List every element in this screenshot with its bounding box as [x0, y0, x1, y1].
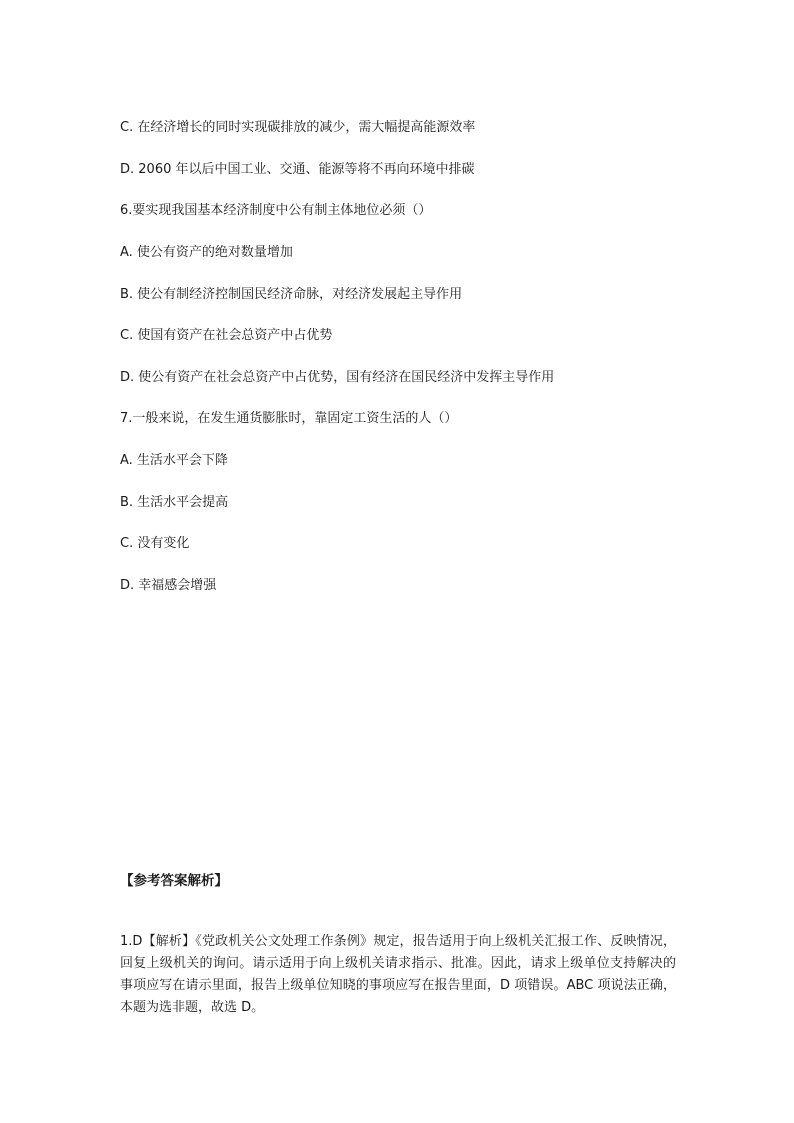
question-7-option-c: C. 没有变化: [120, 536, 190, 551]
question-7-stem: 7.一般来说，在发生通货膨胀时，靠固定工资生活的人（）: [120, 411, 458, 426]
question-6-option-a: A. 使公有资产的绝对数量增加: [120, 245, 293, 260]
answer-explanation-1: 1.D【解析】《党政机关公文处理工作条例》规定，报告适用于向上级机关汇报工作、反映情况，回复上级机关的询问。请示适用于向上级机关请求指示、批准。因此，请求上级单位支持解决的事项应写在请示里面，报告上级单位知晓的事项应写在报告里面，D 项错误。ABC 项说法正确，本题为选非题，故选 D。: [120, 934, 676, 1015]
answer-section-heading: 【参考答案解析】: [120, 873, 228, 889]
question-5-option-c: C. 在经济增长的同时实现碳排放的减少，需大幅提高能源效率: [120, 120, 476, 135]
question-6-option-b: B. 使公有制经济控制国民经济命脉，对经济发展起主导作用: [120, 287, 463, 302]
question-7-option-a: A. 生活水平会下降: [120, 453, 228, 468]
question-6-option-d: D. 使公有资产在社会总资产中占优势，国有经济在国民经济中发挥主导作用: [120, 370, 555, 385]
question-7-option-d: D. 幸福感会增强: [120, 578, 217, 593]
question-7-option-b: B. 生活水平会提高: [120, 495, 229, 510]
question-6-stem: 6.要实现我国基本经济制度中公有制主体地位必须（）: [120, 203, 432, 218]
question-6-option-c: C. 使国有资产在社会总资产中占优势: [120, 328, 333, 343]
question-5-option-d: D. 2060 年以后中国工业、交通、能源等将不再向环境中排碳: [120, 162, 475, 177]
